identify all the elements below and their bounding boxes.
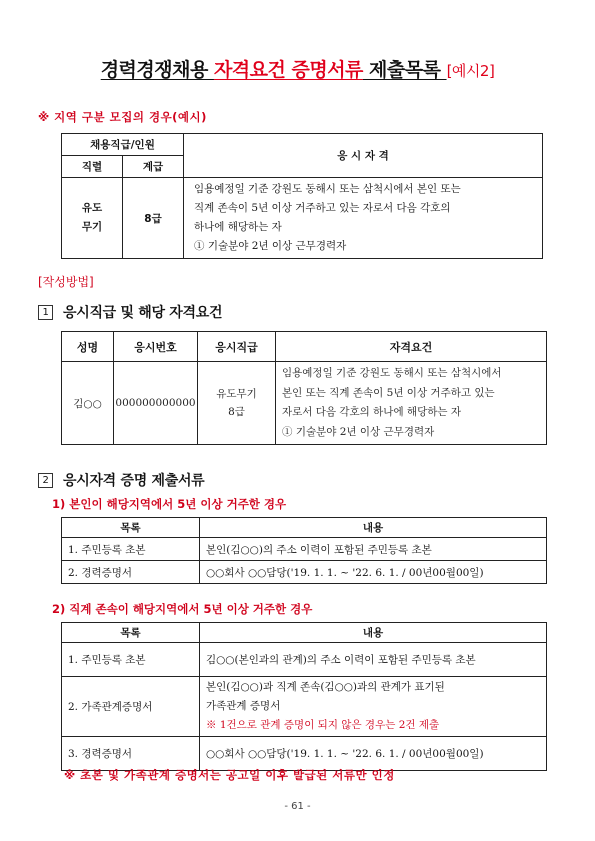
page-title bbox=[0, 55, 595, 82]
documents-family-table bbox=[61, 622, 547, 771]
applicant-number: 000000000000 bbox=[114, 362, 198, 445]
table-row bbox=[62, 643, 547, 677]
doc-content bbox=[200, 677, 547, 737]
qual-line: 임용예정일 기준 강원도 동해시 또는 삼척시에서 본인 또는 bbox=[194, 183, 461, 195]
method-label: [작성방법] bbox=[38, 275, 94, 289]
header-content: 내용 bbox=[200, 518, 547, 538]
qual-line: ① 기술분야 2년 이상 근무경력자 bbox=[194, 240, 347, 252]
requirement-cell bbox=[276, 362, 547, 445]
title-part3: 제출목록 bbox=[362, 59, 447, 81]
header-applied-grade: 응시직급 bbox=[198, 332, 276, 362]
doc-item: 1. 주민등록 초본 bbox=[62, 538, 200, 561]
page-number: - 61 - bbox=[284, 801, 311, 812]
requirement-line: ① 기술분야 2년 이상 근무경력자 bbox=[282, 425, 435, 438]
section1-heading bbox=[38, 302, 222, 322]
section1-number: 1 bbox=[38, 305, 53, 320]
header-job: 직렬 bbox=[62, 156, 123, 178]
grade-cell: 8급 bbox=[123, 178, 184, 259]
header-recruit-group: 채용직급/인원 bbox=[62, 134, 184, 156]
title-part1: 경력경쟁채용 bbox=[100, 59, 214, 81]
requirement-line: 임용예정일 기준 강원도 동해시 또는 삼척시에서 bbox=[282, 367, 502, 379]
bottom-note: ※ 초본 및 가족관계 증명서는 공고일 이후 발급된 서류만 인정 bbox=[64, 768, 395, 782]
doc-item: 1. 주민등록 초본 bbox=[62, 643, 200, 677]
requirement-line: 자로서 다음 각호의 하나에 해당하는 자 bbox=[282, 406, 461, 418]
doc-content-line: 본인(김○○)과 직계 존속(김○○)과의 관계가 표기된 bbox=[206, 681, 445, 693]
applied-grade-line: 8급 bbox=[228, 406, 245, 418]
header-requirement: 자격요건 bbox=[276, 332, 547, 362]
doc-content-note: ※ 1건으로 관계 증명이 되지 않은 경우는 2건 제출 bbox=[206, 719, 440, 731]
doc-content: ○○회사 ○○담당('19. 1. 1. ~ '22. 6. 1. / 00년00월00일) bbox=[200, 737, 547, 771]
qual-line: 하나에 해당하는 자 bbox=[194, 221, 282, 233]
title-tag: [예시2] bbox=[446, 62, 495, 80]
section2-heading bbox=[38, 470, 204, 490]
applicant-name: 김○○ bbox=[62, 362, 114, 445]
doc-item: 3. 경력증명서 bbox=[62, 737, 200, 771]
job-cell bbox=[62, 178, 123, 259]
sub2-heading: 2) 직계 존속이 해당지역에서 5년 이상 거주한 경우 bbox=[52, 602, 313, 616]
doc-item: 2. 경력증명서 bbox=[62, 561, 200, 584]
section2-number: 2 bbox=[38, 473, 53, 488]
header-content: 내용 bbox=[200, 623, 547, 643]
doc-content: ○○회사 ○○담당('19. 1. 1. ~ '22. 6. 1. / 00년00월00일) bbox=[200, 561, 547, 584]
table-row bbox=[62, 677, 547, 737]
header-qualification: 응 시 자 격 bbox=[184, 134, 543, 178]
requirement-line: 본인 또는 직계 존속이 5년 이상 거주하고 있는 bbox=[282, 386, 495, 399]
doc-item: 2. 가족관계증명서 bbox=[62, 677, 200, 737]
section1-title: 응시직급 및 해당 자격요건 bbox=[63, 305, 223, 321]
header-list: 목록 bbox=[62, 518, 200, 538]
documents-self-table bbox=[61, 517, 547, 584]
header-list: 목록 bbox=[62, 623, 200, 643]
doc-content: 본인(김○○)의 주소 이력이 포함된 주민등록 초본 bbox=[200, 538, 547, 561]
doc-content-line: 가족관계 증명서 bbox=[206, 700, 281, 712]
qual-line: 직계 존속이 5년 이상 거주하고 있는 자로서 다음 각호의 bbox=[194, 202, 451, 214]
qualification-table bbox=[61, 133, 543, 259]
doc-content: 김○○(본인과의 관계)의 주소 이력이 포함된 주민등록 초본 bbox=[200, 643, 547, 677]
table-row bbox=[62, 538, 547, 561]
applied-grade-line: 유도무기 bbox=[216, 388, 257, 400]
title-part2: 자격요건 증명서류 bbox=[213, 59, 363, 81]
sub1-heading: 1) 본인이 해당지역에서 5년 이상 거주한 경우 bbox=[52, 497, 287, 511]
table-row bbox=[62, 561, 547, 584]
applicant-table bbox=[61, 331, 547, 445]
job-value: 유도 무기 bbox=[81, 202, 103, 233]
header-grade: 계급 bbox=[123, 156, 184, 178]
header-number: 응시번호 bbox=[114, 332, 198, 362]
qual-cell bbox=[184, 178, 543, 259]
section2-title: 응시자격 증명 제출서류 bbox=[63, 473, 205, 489]
table-row bbox=[62, 737, 547, 771]
region-note: ※ 지역 구분 모집의 경우(예시) bbox=[38, 110, 207, 124]
applied-grade-cell bbox=[198, 362, 276, 445]
header-name: 성명 bbox=[62, 332, 114, 362]
